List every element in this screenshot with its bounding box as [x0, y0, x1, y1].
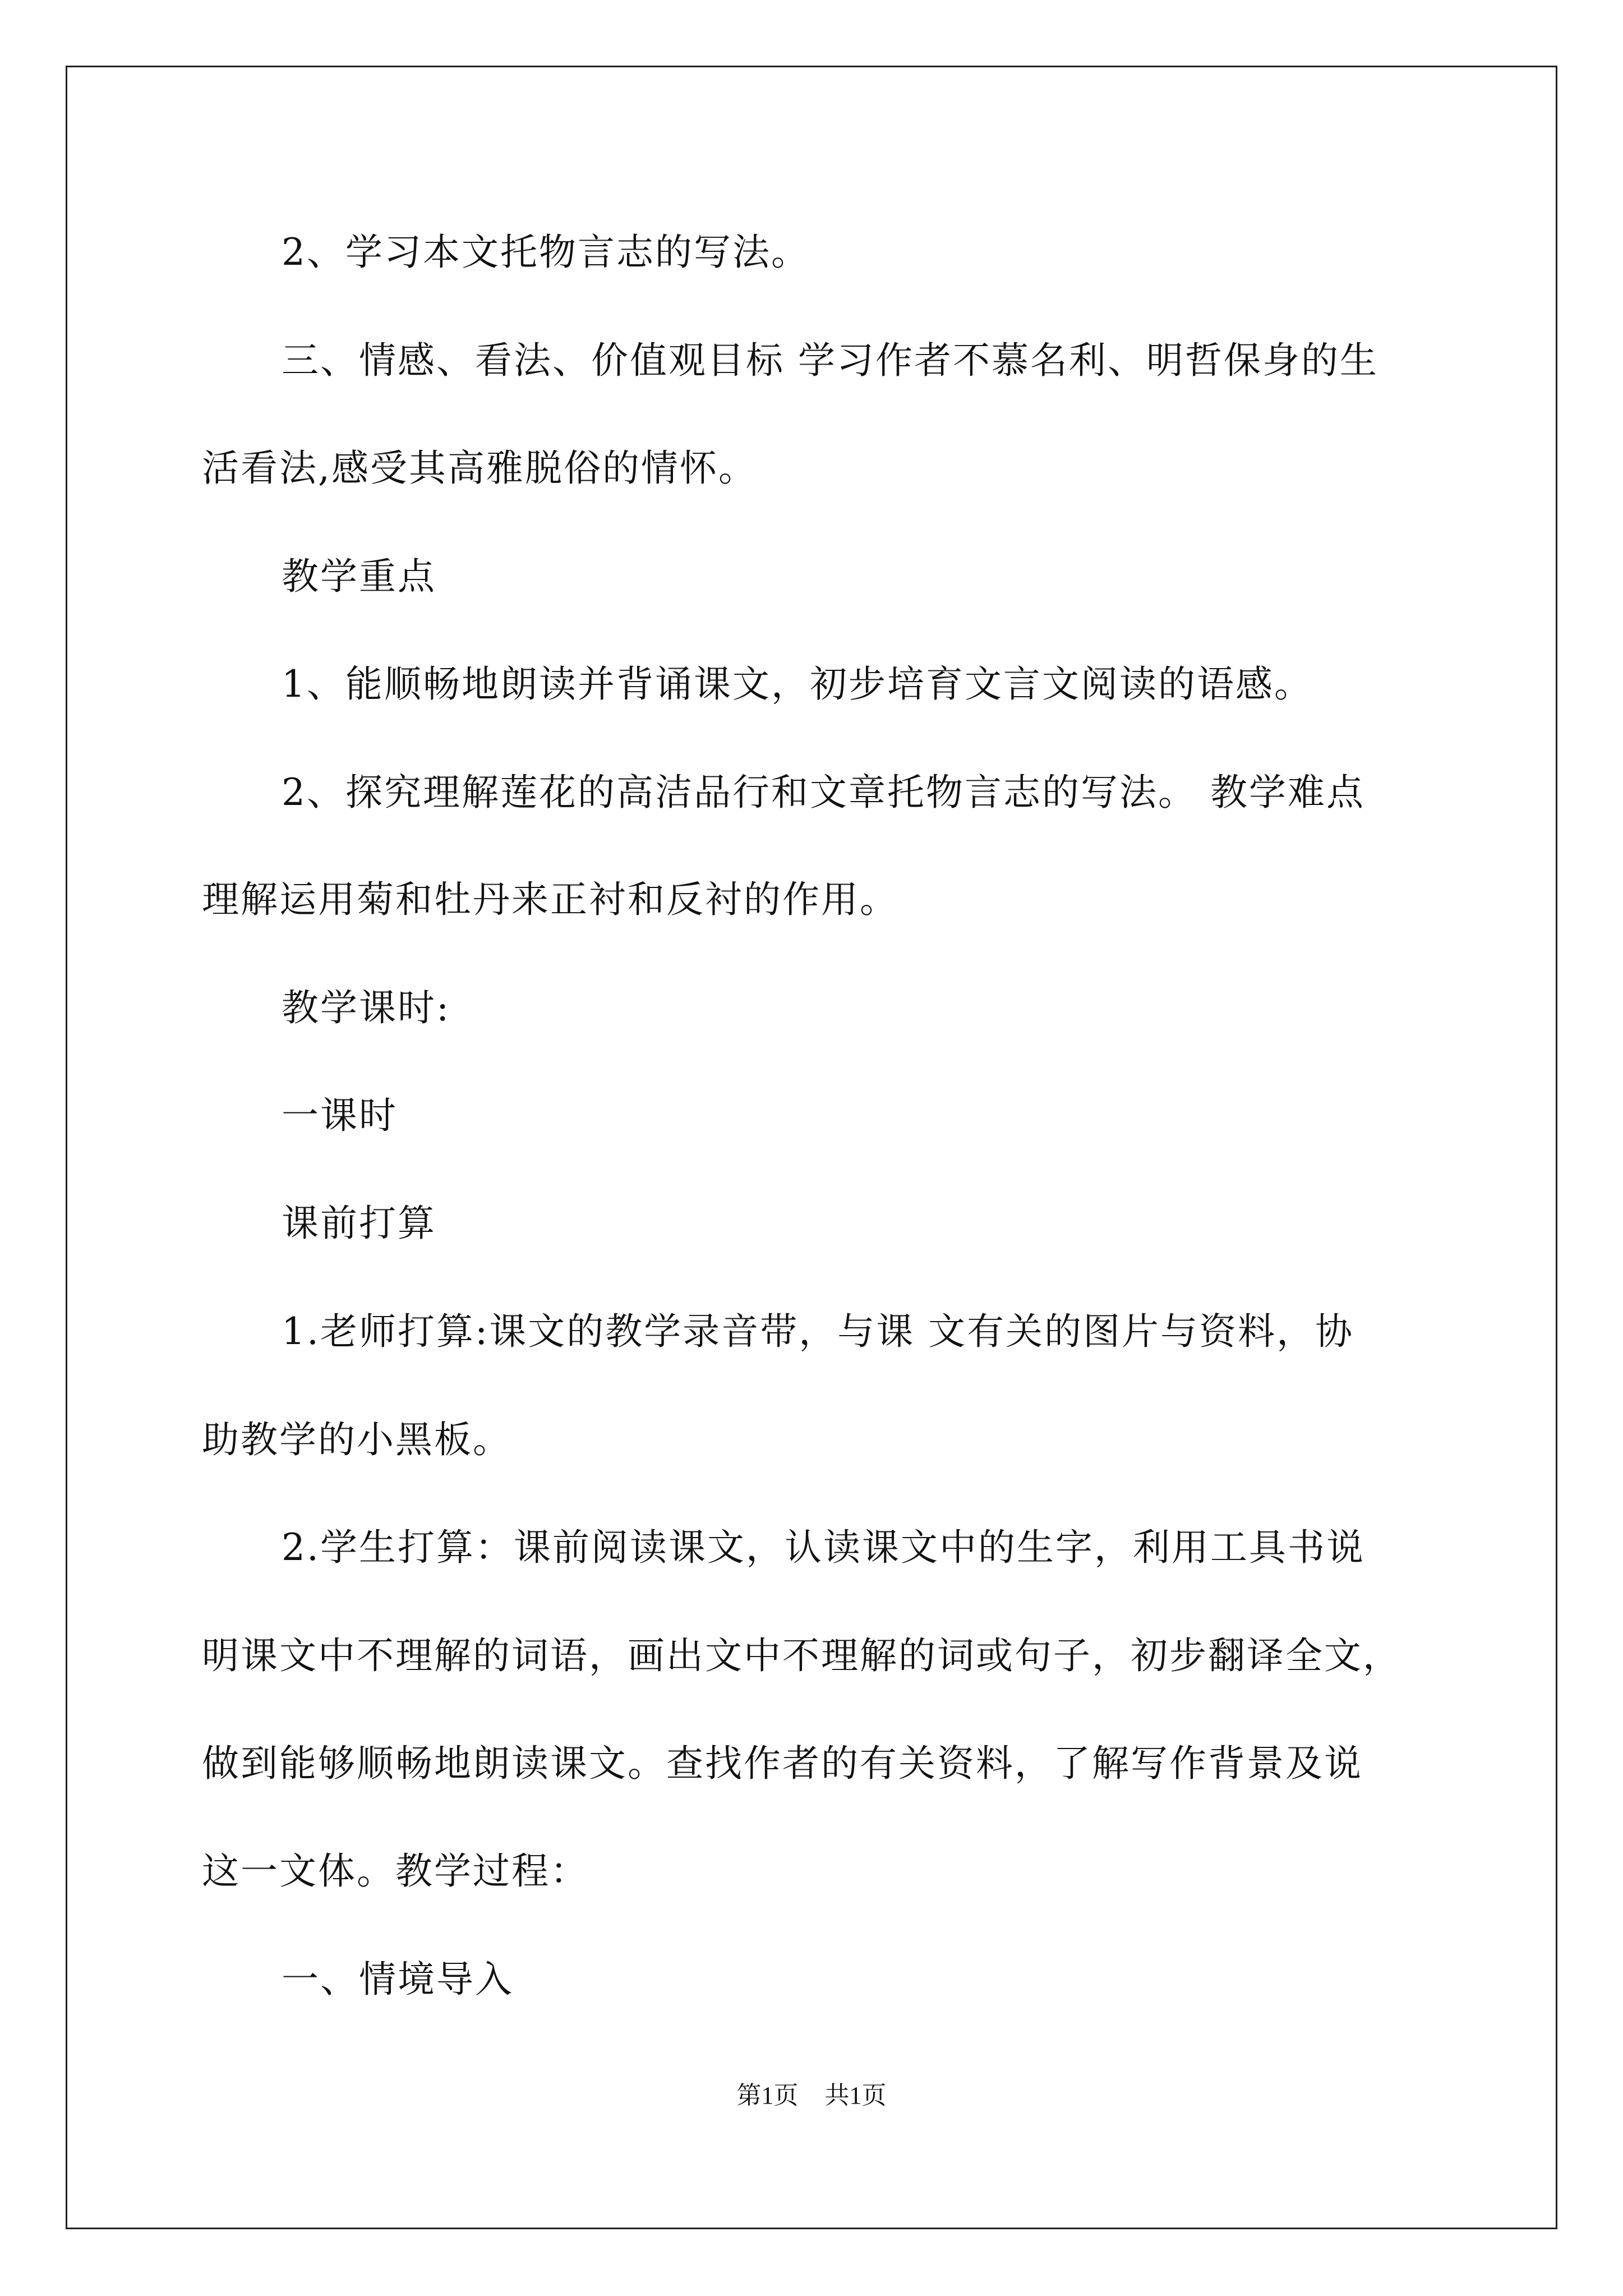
text-line: 理解运用菊和牡丹来正衬和反衬的作用。	[202, 878, 898, 921]
text-line: 1、能顺畅地朗读并背诵课文，初步培育文言文阅读的语感。	[282, 662, 1313, 706]
text-line: 做到能够顺畅地朗读课文。查找作者的有关资料，了解写作背景及说	[202, 1742, 1363, 1785]
section-heading: 课前打算	[282, 1202, 436, 1245]
section-heading: 一、情境导入	[282, 1958, 514, 2001]
text-line: 三、情感、看法、价值观目标 学习作者不慕名利、明哲保身的生	[282, 339, 1378, 382]
page-border	[66, 66, 1557, 2229]
text-line: 2.学生打算：课前阅读课文，认读课文中的生字，利用工具书说	[282, 1526, 1365, 1569]
text-line: 2、学习本文托物言志的写法。	[282, 231, 810, 274]
text-line: 一课时	[282, 1094, 398, 1137]
section-heading: 教学重点	[282, 555, 436, 598]
text-line: 助教学的小黑板。	[202, 1418, 511, 1461]
section-heading: 教学课时:	[282, 986, 451, 1029]
text-line: 这一文体。教学过程：	[202, 1849, 589, 1893]
text-line: 1.老师打算:课文的教学录音带，与课 文有关的图片与资料，协	[282, 1310, 1354, 1353]
page-footer	[0, 2080, 1623, 2111]
page-number: 第1页	[736, 2082, 799, 2109]
page-total: 共1页	[824, 2082, 887, 2109]
text-line: 明课文中不理解的词语，画出文中不理解的词或句子，初步翻译全文，	[202, 1634, 1401, 1677]
text-line: 活看法,感受其高雅脱俗的情怀。	[202, 447, 757, 490]
text-line: 2、探究理解莲花的高洁品行和文章托物言志的写法。 教学难点	[282, 771, 1365, 814]
